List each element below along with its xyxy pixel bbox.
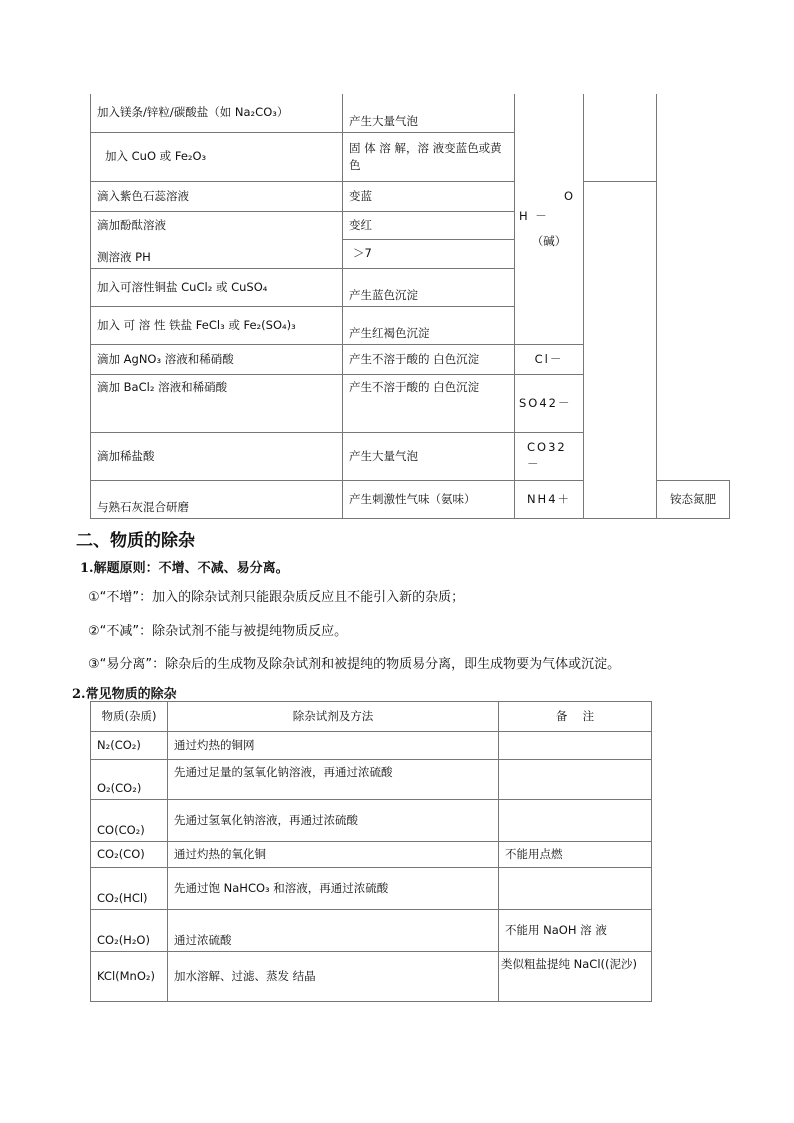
test-cell: 滴加 AgNO₃ 溶液和稀硝酸 xyxy=(91,344,343,374)
table-row xyxy=(91,94,730,132)
note-cell xyxy=(499,760,652,800)
common-heading: 2.常见物质的除杂 xyxy=(72,687,177,702)
table-row xyxy=(91,842,652,868)
result-cell: 变红 xyxy=(343,211,515,239)
note-cell: 类似粗盐提纯 NaCl((泥沙) xyxy=(499,952,652,1002)
substance-cell: CO₂(HCl) xyxy=(91,868,168,910)
table-row xyxy=(91,181,730,211)
result-cell: 产生红褐色沉淀 xyxy=(343,306,515,344)
note-cell xyxy=(499,868,652,910)
column-header: 备 注 xyxy=(499,702,652,732)
table-row xyxy=(91,952,652,1002)
method-cell: 先通过饱 NaHCO₃ 和溶液，再通过浓硫酸 xyxy=(168,868,499,910)
section-title: 二、物质的除杂 xyxy=(76,531,195,551)
oh-ion-line3: （碱） xyxy=(531,234,567,249)
table-row xyxy=(91,800,652,842)
result-cell: 产生蓝色沉淀 xyxy=(343,268,515,306)
result-cell: 变蓝 xyxy=(343,181,515,211)
substance-cell: CO₂(CO) xyxy=(91,842,168,868)
table-row xyxy=(91,760,652,800)
impurity-removal-table xyxy=(90,701,652,1002)
substance-cell: CO(CO₂) xyxy=(91,800,168,842)
method-cell: 加水溶解、过滤、蒸发 结晶 xyxy=(168,952,499,1002)
method-cell: 通过灼热的铜网 xyxy=(168,732,499,760)
oh-ion-cell xyxy=(515,94,584,344)
test-cell: 加入 CuO 或 Fe₂O₃ xyxy=(91,132,343,181)
result-cell: 产生不溶于酸的 白色沉淀 xyxy=(343,344,515,374)
ion-cell: NH4＋ xyxy=(515,480,584,518)
test-cell: 滴加稀盐酸 xyxy=(91,432,343,480)
result-cell: 产生刺激性气味（氨味） xyxy=(343,480,515,518)
test-cell: 加入可溶性铜盐 CuCl₂ 或 CuSO₄ xyxy=(91,268,343,306)
ion-test-table xyxy=(90,94,730,519)
principle-item: ②“不减”：除杂试剂不能与被提纯物质反应。 xyxy=(88,624,348,639)
principle-item: ①“不增”：加入的除杂试剂只能跟杂质反应且不能引入新的杂质； xyxy=(88,590,465,605)
column-header: 物质(杂质) xyxy=(91,702,168,732)
test-cell: 加入镁条/锌粒/碳酸盐（如 Na₂CO₃） xyxy=(91,94,343,132)
method-cell: 通过浓硫酸 xyxy=(168,910,499,952)
note-cell: 铵态氮肥 xyxy=(657,480,730,518)
principle-heading: 1.解题原则：不增、不减、易分离。 xyxy=(80,561,289,576)
oh-ion-line1: O xyxy=(563,188,575,203)
substance-cell: N₂(CO₂) xyxy=(91,732,168,760)
ion-cell: CO32－ xyxy=(515,432,584,480)
oh-ion-line2: H － xyxy=(519,209,549,224)
substance-cell: CO₂(H₂O) xyxy=(91,910,168,952)
note-cell xyxy=(499,732,652,760)
test-cell: 滴入紫色石蕊溶液 xyxy=(91,181,343,211)
table-header-row xyxy=(91,702,652,732)
result-cell: 产生不溶于酸的 白色沉淀 xyxy=(343,374,515,432)
note-cell: 不能用点燃 xyxy=(499,842,652,868)
method-cell: 通过灼热的氧化铜 xyxy=(168,842,499,868)
result-cell: 产生大量气泡 xyxy=(343,432,515,480)
method-cell: 先通过足量的氢氧化钠溶液，再通过浓硫酸 xyxy=(168,760,499,800)
result-cell: 产生大量气泡 xyxy=(343,94,515,132)
note-cell xyxy=(584,94,657,181)
test-cell: 加入 可 溶 性 铁盐 FeCl₃ 或 Fe₂(SO₄)₃ xyxy=(91,306,343,344)
table-row xyxy=(91,732,652,760)
table-row xyxy=(91,868,652,910)
note-cell: 不能用 NaOH 溶 液 xyxy=(499,910,652,952)
substance-cell: O₂(CO₂) xyxy=(91,760,168,800)
table-row xyxy=(91,910,652,952)
note-cell xyxy=(584,181,657,518)
test-cell: 滴加 BaCl₂ 溶液和稀硝酸 xyxy=(91,374,343,432)
result-cell: 固 体 溶 解，溶 液变蓝色或黄色 xyxy=(343,132,515,181)
test-cell: 与熟石灰混合研磨 xyxy=(91,480,343,518)
note-cell xyxy=(499,800,652,842)
substance-cell: KCl(MnO₂) xyxy=(91,952,168,1002)
ion-cell: SO42－ xyxy=(515,374,584,432)
test-cell: 测溶液 PH xyxy=(91,239,343,268)
principle-item: ③“易分离”：除杂后的生成物及除杂试剂和被提纯的物质易分离，即生成物要为气体或沉淀。 xyxy=(88,657,621,672)
method-cell: 先通过氢氧化钠溶液，再通过浓硫酸 xyxy=(168,800,499,842)
column-header: 除杂试剂及方法 xyxy=(168,702,499,732)
result-cell: ＞7 xyxy=(343,239,515,268)
test-cell: 滴加酚酞溶液 xyxy=(91,211,343,239)
ion-cell: Cl－ xyxy=(515,344,584,374)
